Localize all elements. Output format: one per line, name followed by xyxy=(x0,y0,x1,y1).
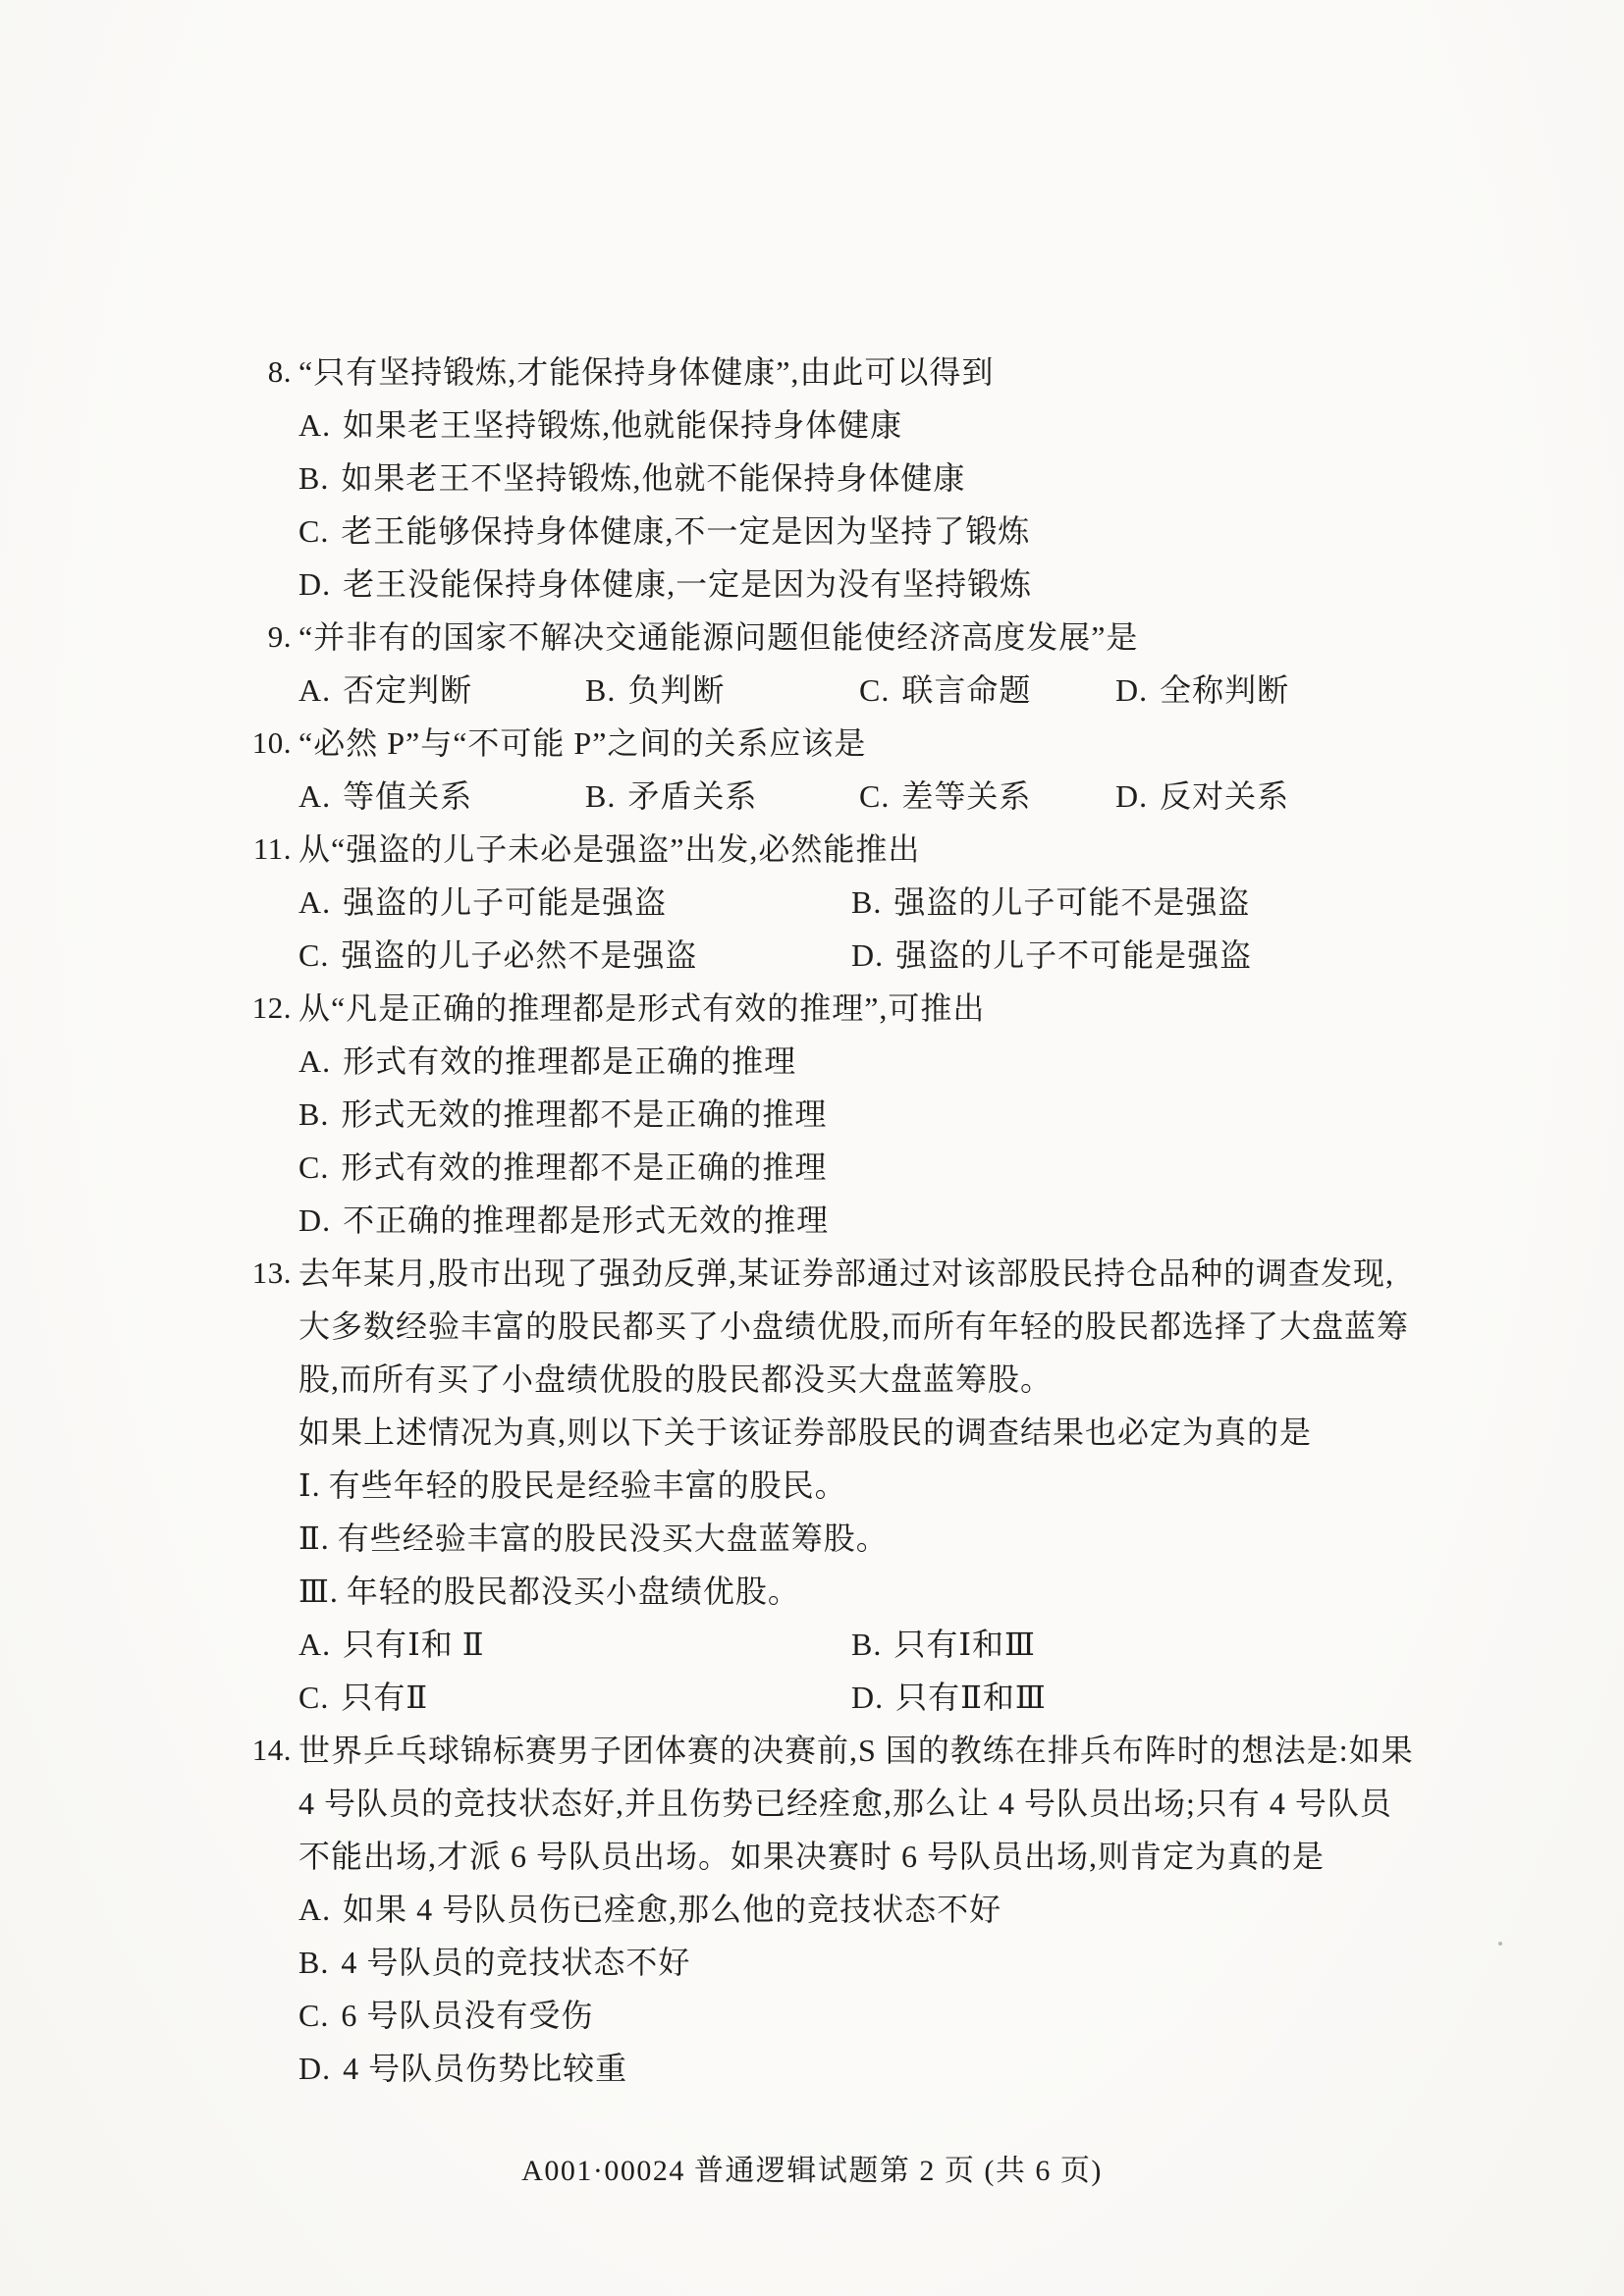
question-13 xyxy=(240,1247,1414,1724)
statement-label: Ⅱ. xyxy=(298,1521,330,1556)
option-13a xyxy=(298,1618,851,1671)
question-number: 11. xyxy=(252,831,292,866)
option-label: D. xyxy=(298,566,332,602)
option-10c xyxy=(859,770,1115,823)
option-text: 4 号队员伤势比较重 xyxy=(343,2051,628,2086)
question-stem: 世界乒乓球锦标赛男子团体赛的决赛前,S 国的教练在排兵布阵时的想法是:如果 4 号队员的竞技状态好,并且伤势已经痊愈,那么让 4 号队员出场;只有 4 号队员不能出场,才派 6 号队员出场。如果决赛时 6 号队员出场,则肯定为真的是 xyxy=(298,1733,1414,1874)
statement-text: 年轻的股民都没买小盘绩优股。 xyxy=(346,1574,800,1609)
option-11b xyxy=(851,876,1414,929)
option-label: B. xyxy=(585,778,617,814)
option-label: C. xyxy=(298,1998,330,2033)
option-text: 老王能够保持身体健康,不一定是因为坚持了锻炼 xyxy=(341,513,1031,549)
statement-text: 有些经验丰富的股民没买大盘蓝筹股。 xyxy=(337,1521,889,1556)
question-number: 10. xyxy=(251,725,292,760)
option-10d xyxy=(1115,770,1414,823)
question-number: 13. xyxy=(251,1255,292,1290)
option-14a xyxy=(298,1883,1414,1936)
option-text: 矛盾关系 xyxy=(627,778,758,814)
option-12c xyxy=(298,1141,1414,1194)
question-8 xyxy=(240,346,1414,611)
option-text: 只有Ⅰ和 Ⅱ xyxy=(343,1627,485,1662)
scan-artifact-dot xyxy=(1498,1942,1502,1946)
option-label: B. xyxy=(585,672,617,708)
option-text: 老王没能保持身体健康,一定是因为没有坚持锻炼 xyxy=(343,566,1033,602)
option-label: A. xyxy=(298,884,332,920)
option-10a xyxy=(298,770,585,823)
statement-item-3 xyxy=(298,1565,1414,1618)
question-10 xyxy=(240,717,1414,823)
option-text: 只有Ⅰ和Ⅲ xyxy=(893,1627,1036,1662)
option-text: 形式有效的推理都是正确的推理 xyxy=(343,1043,797,1079)
option-11a xyxy=(298,876,851,929)
option-text: 形式有效的推理都不是正确的推理 xyxy=(341,1149,828,1185)
option-label: D. xyxy=(298,1202,332,1238)
option-text: 差等关系 xyxy=(901,778,1032,814)
question-stem: “必然 P”与“不可能 P”之间的关系应该是 xyxy=(298,725,867,761)
statement-text: 有些年轻的股民是经验丰富的股民。 xyxy=(328,1468,847,1503)
option-label: B. xyxy=(851,884,883,920)
question-12 xyxy=(240,982,1414,1247)
exam-content xyxy=(240,346,1414,2095)
option-label: D. xyxy=(298,2051,332,2086)
option-text: 6 号队员没有受伤 xyxy=(341,1998,594,2033)
option-text: 强盗的儿子可能是强盗 xyxy=(343,884,668,920)
option-8a xyxy=(298,399,1414,452)
option-14b xyxy=(298,1936,1414,1989)
statement-label: Ⅲ. xyxy=(298,1574,339,1609)
option-text: 全称判断 xyxy=(1160,672,1290,708)
options-row xyxy=(298,664,1414,717)
option-label: B. xyxy=(298,1945,330,1980)
option-text: 4 号队员的竞技状态不好 xyxy=(341,1945,691,1980)
option-text: 如果 4 号队员伤已痊愈,那么他的竞技状态不好 xyxy=(343,1892,1002,1927)
option-11d xyxy=(851,929,1414,982)
option-text: 负判断 xyxy=(627,672,726,708)
statement-label: Ⅰ. xyxy=(298,1468,321,1503)
option-8b xyxy=(298,452,1414,505)
option-12a xyxy=(298,1035,1414,1088)
option-12d xyxy=(298,1194,1414,1247)
option-10b xyxy=(585,770,859,823)
option-text: 等值关系 xyxy=(343,778,473,814)
option-13c xyxy=(298,1671,851,1724)
option-text: 强盗的儿子不可能是强盗 xyxy=(895,937,1253,973)
option-label: A. xyxy=(298,1043,332,1079)
option-label: D. xyxy=(1115,672,1149,708)
question-stem: “只有坚持锻炼,才能保持身体健康”,由此可以得到 xyxy=(298,354,995,390)
option-9c xyxy=(859,664,1115,717)
option-label: A. xyxy=(298,778,332,814)
option-text: 强盗的儿子可能不是强盗 xyxy=(893,884,1251,920)
option-label: D. xyxy=(1115,778,1149,814)
question-number: 9. xyxy=(267,619,292,654)
question-stem: 去年某月,股市出现了强劲反弹,某证券部通过对该部股民持仓品种的调查发现,大多数经验丰富的股民都买了小盘绩优股,而所有年轻的股民都选择了大盘蓝筹股,而所有买了小盘绩优股的股民都没买大盘蓝筹股。 xyxy=(298,1255,1410,1397)
option-text: 否定判断 xyxy=(343,672,473,708)
option-14d xyxy=(298,2042,1414,2095)
question-14 xyxy=(240,1724,1414,2095)
option-14c xyxy=(298,1989,1414,2042)
question-stem: 从“强盗的儿子未必是强盗”出发,必然能推出 xyxy=(298,831,921,867)
statement-item-1 xyxy=(298,1459,1414,1512)
option-11c xyxy=(298,929,851,982)
question-stem: 从“凡是正确的推理都是形式有效的推理”,可推出 xyxy=(298,990,986,1026)
option-13d xyxy=(851,1671,1414,1724)
option-label: B. xyxy=(298,1096,330,1132)
question-number: 12. xyxy=(251,990,292,1025)
question-11 xyxy=(240,823,1414,982)
options-row xyxy=(298,1671,1414,1724)
option-13b xyxy=(851,1618,1414,1671)
question-stem: “并非有的国家不解决交通能源问题但能使经济高度发展”是 xyxy=(298,619,1139,655)
option-9d xyxy=(1115,664,1414,717)
option-label: A. xyxy=(298,407,332,443)
option-label: C. xyxy=(859,672,891,708)
option-label: C. xyxy=(298,1149,330,1185)
question-9 xyxy=(240,611,1414,717)
options-row xyxy=(298,876,1414,929)
option-label: C. xyxy=(859,778,891,814)
page-footer: A001·00024 普通逻辑试题第 2 页 (共 6 页) xyxy=(521,2155,1103,2187)
option-text: 形式无效的推理都不是正确的推理 xyxy=(341,1096,828,1132)
option-label: C. xyxy=(298,1680,330,1715)
option-label: D. xyxy=(851,1680,885,1715)
option-text: 联言命题 xyxy=(901,672,1032,708)
option-9b xyxy=(585,664,859,717)
options-row xyxy=(298,1618,1414,1671)
option-label: A. xyxy=(298,1627,332,1662)
option-label: A. xyxy=(298,1892,332,1927)
options-row xyxy=(298,929,1414,982)
option-label: C. xyxy=(298,513,330,549)
option-label: C. xyxy=(298,937,330,973)
option-12b xyxy=(298,1088,1414,1141)
option-text: 只有Ⅱ和Ⅲ xyxy=(895,1680,1047,1715)
option-9a xyxy=(298,664,585,717)
option-text: 如果老王坚持锻炼,他就能保持身体健康 xyxy=(343,407,903,443)
option-label: D. xyxy=(851,937,885,973)
options-row xyxy=(298,770,1414,823)
option-text: 不正确的推理都是形式无效的推理 xyxy=(343,1202,830,1238)
option-text: 如果老王不坚持锻炼,他就不能保持身体健康 xyxy=(341,460,966,496)
option-label: B. xyxy=(298,460,330,496)
option-label: B. xyxy=(851,1627,883,1662)
option-label: A. xyxy=(298,672,332,708)
option-text: 强盗的儿子必然不是强盗 xyxy=(341,937,698,973)
option-8c xyxy=(298,505,1414,558)
statement-item-2 xyxy=(298,1512,1414,1565)
question-number: 14. xyxy=(251,1733,292,1767)
option-text: 反对关系 xyxy=(1160,778,1290,814)
option-8d xyxy=(298,558,1414,611)
question-prompt: 如果上述情况为真,则以下关于该证券部股民的调查结果也必定为真的是 xyxy=(298,1415,1313,1450)
option-text: 只有Ⅱ xyxy=(341,1680,429,1715)
question-number: 8. xyxy=(267,354,292,389)
